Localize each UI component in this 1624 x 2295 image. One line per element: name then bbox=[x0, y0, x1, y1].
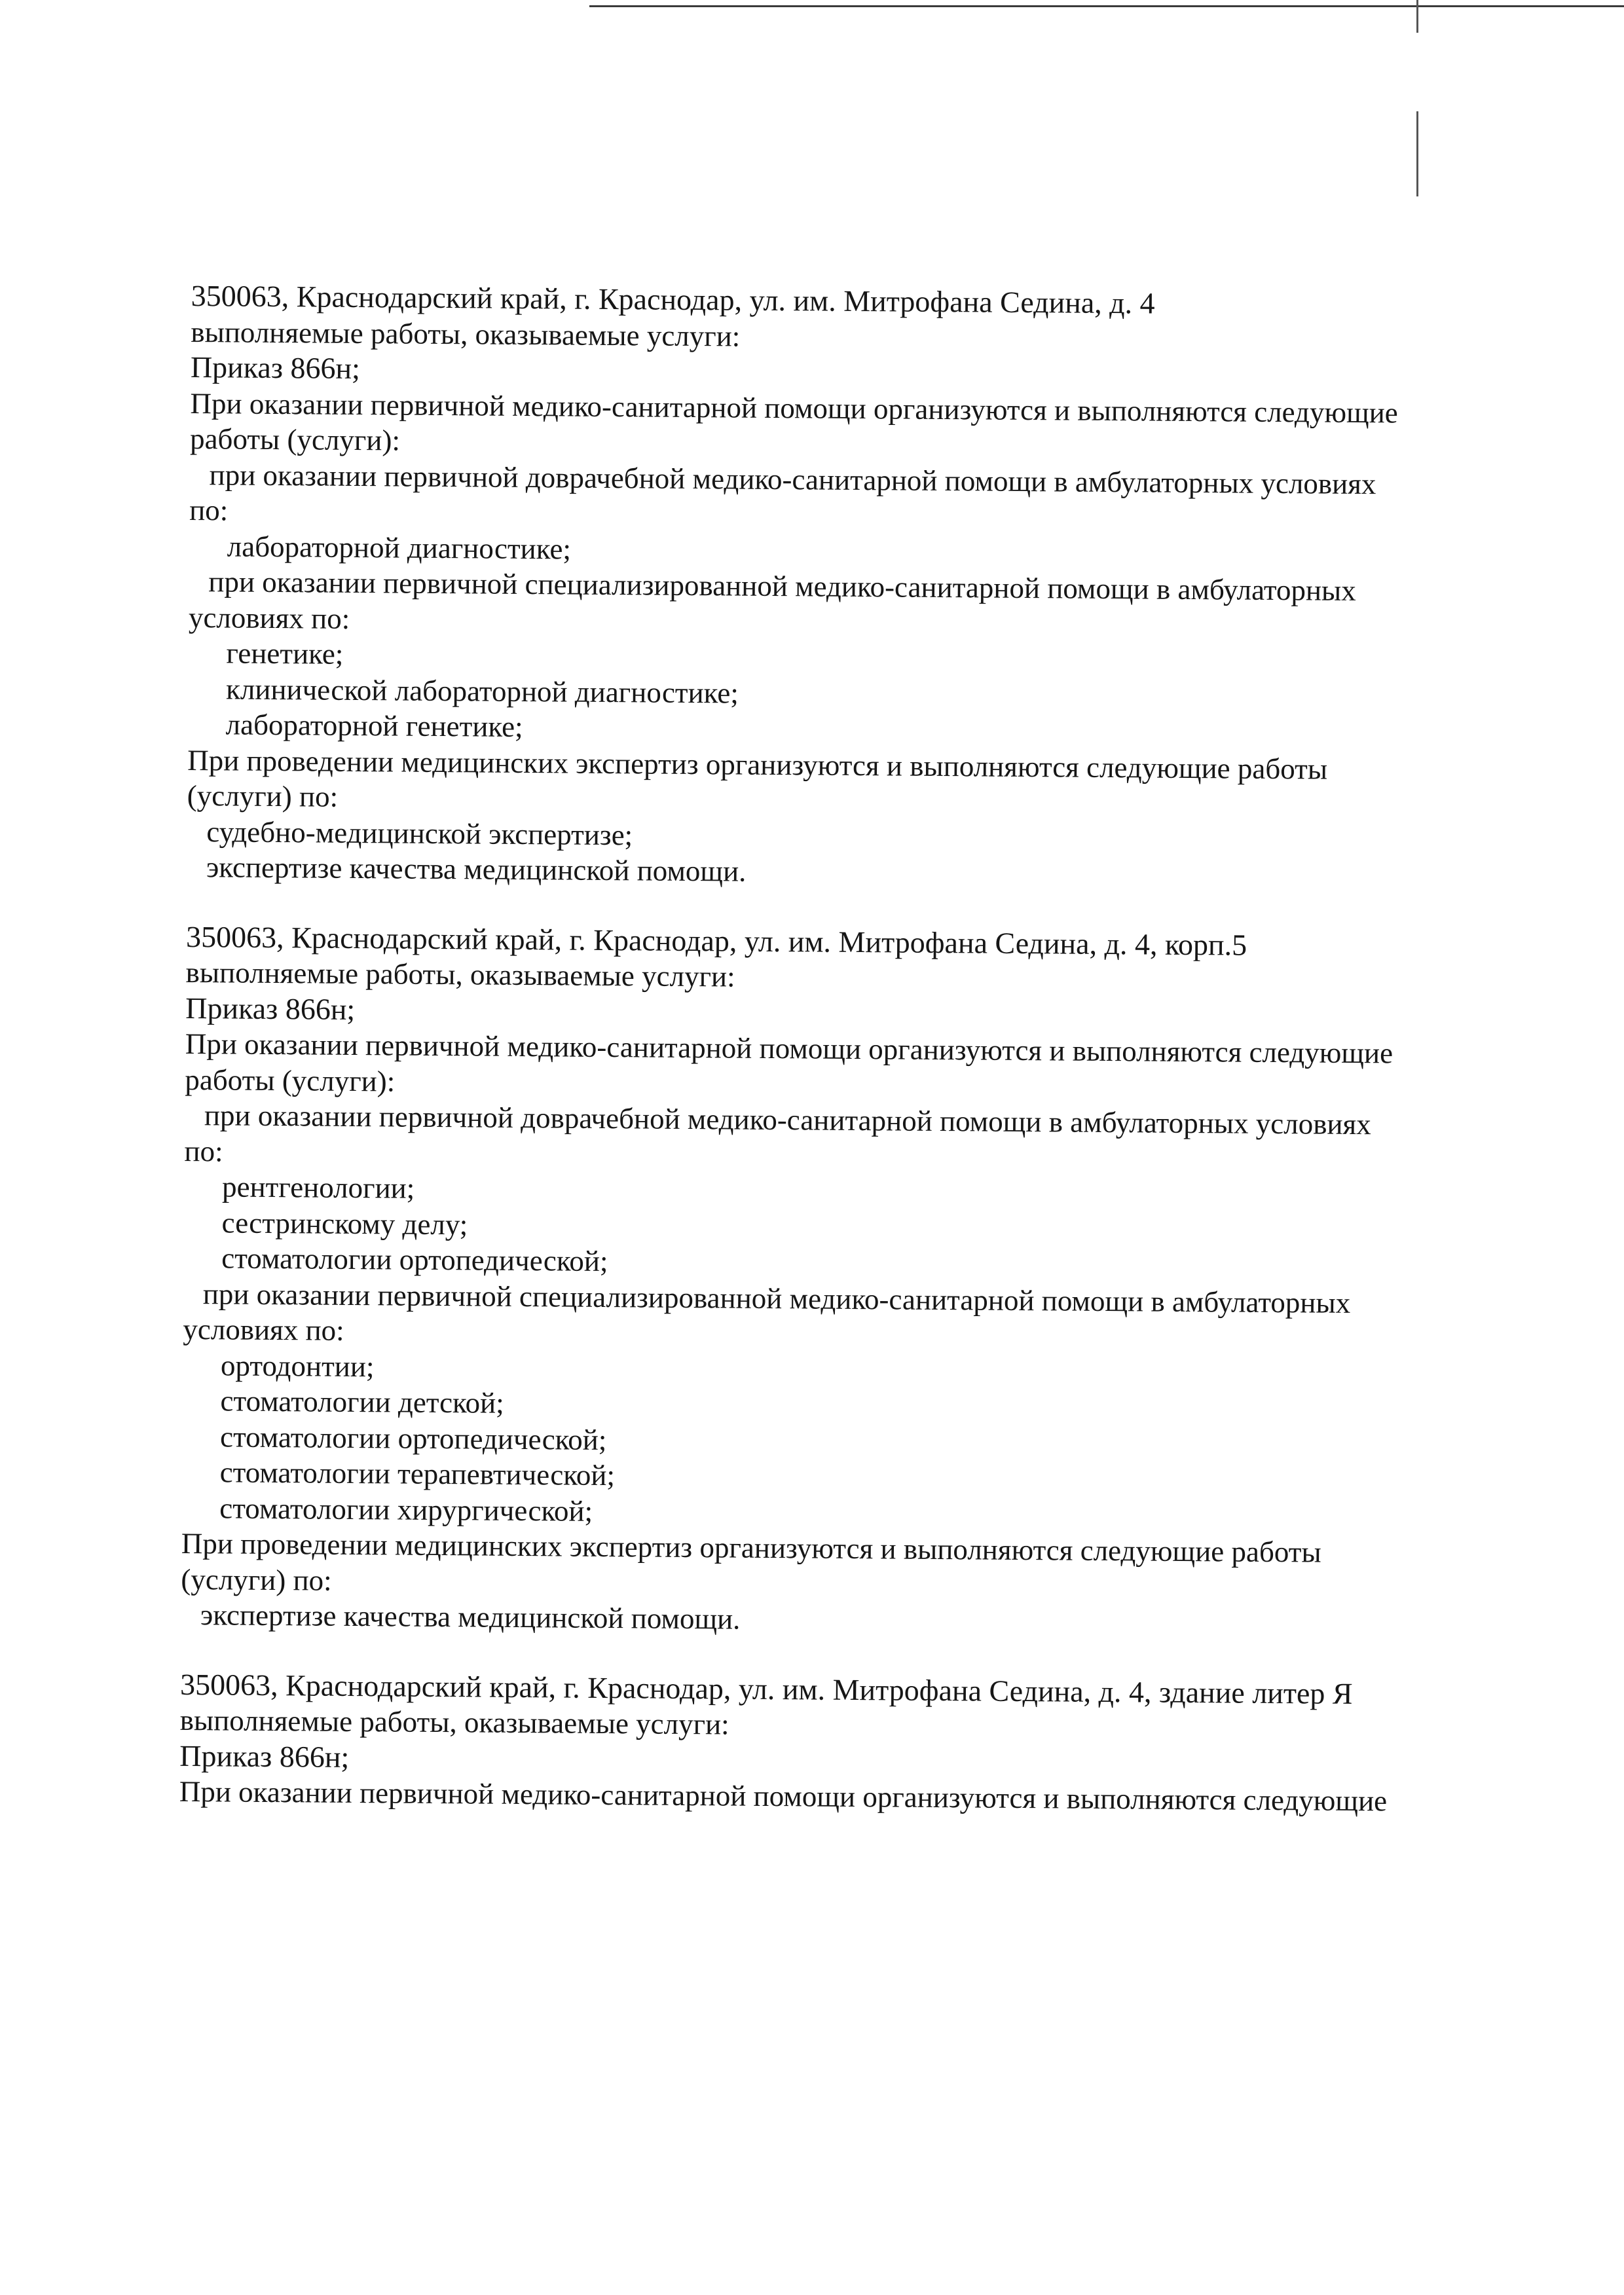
works-label: выполняемые работы, оказываемые услуги: bbox=[185, 955, 735, 993]
primary-care-intro: При оказании первичной медико-санитарной помощи организуются и выполняются следующие bbox=[185, 1027, 1393, 1070]
special-care-heading: при оказании первичной специализированной медико-санитарной помощи в амбулаторных bbox=[208, 565, 1356, 607]
primary-care-intro: При оказании первичной медико-санитарной помощи организуются и выполняются следующие bbox=[179, 1774, 1388, 1818]
section-address: 350063, Краснодарский край, г. Краснодар, ул. им. Митрофана Седина, д. 4, корп.5 bbox=[185, 919, 1247, 962]
section-address: 350063, Краснодарский край, г. Краснодар, ул. им. Митрофана Седина, д. 4, здание литер Я bbox=[179, 1667, 1353, 1710]
list-item: генетике; bbox=[226, 636, 344, 670]
list-item: стоматологии терапевтической; bbox=[219, 1456, 616, 1492]
order-ref: Приказ 866н; bbox=[179, 1738, 350, 1774]
list-item: лабораторной диагностике; bbox=[227, 529, 572, 566]
list-item: клинической лабораторной диагностике; bbox=[225, 672, 739, 710]
expertise-intro: При проведении медицинских экспертиз организуются и выполняются следующие работы bbox=[187, 743, 1328, 786]
prevrach-care-heading: при оказании первичной доврачебной медико-санитарной помощи в амбулаторных условиях bbox=[204, 1099, 1371, 1141]
list-item: сестринскому делу; bbox=[221, 1205, 468, 1241]
document-body bbox=[179, 278, 1507, 1820]
order-ref: Приказ 866н; bbox=[190, 350, 361, 386]
list-item: стоматологии детской; bbox=[220, 1384, 504, 1420]
special-care-heading-cont: условиях по: bbox=[188, 600, 350, 635]
works-label: выполняемые работы, оказываемые услуги: bbox=[179, 1703, 729, 1741]
primary-care-intro: При оказании первичной медико-санитарной помощи организуются и выполняются следующие bbox=[190, 386, 1398, 429]
primary-care-intro-cont: работы (услуги): bbox=[185, 1063, 396, 1097]
prevrach-care-heading-cont: по: bbox=[184, 1134, 223, 1167]
scan-edge-right-gap bbox=[1416, 33, 1418, 111]
primary-care-intro-cont: работы (услуги): bbox=[189, 422, 401, 457]
special-care-heading-cont: условиях по: bbox=[183, 1312, 344, 1347]
expertise-intro: При проведении медицинских экспертиз организуются и выполняются следующие работы bbox=[181, 1526, 1321, 1569]
expertise-intro-cont: (услуги) по: bbox=[181, 1562, 332, 1597]
list-item: экспертизе качества медицинской помощи. bbox=[200, 1598, 741, 1636]
order-ref: Приказ 866н; bbox=[185, 991, 356, 1026]
prevrach-care-heading: при оказании первичной доврачебной медико-санитарной помощи в амбулаторных условиях bbox=[209, 458, 1376, 500]
list-item: стоматологии ортопедической; bbox=[219, 1420, 607, 1456]
list-item: лабораторной генетике; bbox=[225, 708, 523, 743]
section-address: 350063, Краснодарский край, г. Краснодар, ул. им. Митрофана Седина, д. 4 bbox=[191, 278, 1155, 320]
list-item: рентгенологии; bbox=[221, 1170, 415, 1205]
prevrach-care-heading-cont: по: bbox=[189, 493, 229, 527]
special-care-heading: при оказании первичной специализированной медико-санитарной помощи в амбулаторных bbox=[202, 1277, 1351, 1319]
list-item: стоматологии хирургической; bbox=[219, 1491, 593, 1528]
expertise-intro-cont: (услуги) по: bbox=[187, 779, 339, 813]
list-item: ортодонтии; bbox=[220, 1348, 375, 1383]
list-item: судебно-медицинской экспертизе; bbox=[206, 815, 633, 851]
works-label: выполняемые работы, оказываемые услуги: bbox=[191, 315, 741, 353]
scan-edge-top-line bbox=[589, 5, 1624, 7]
list-item: стоматологии ортопедической; bbox=[221, 1241, 608, 1278]
list-item: экспертизе качества медицинской помощи. bbox=[206, 851, 747, 888]
